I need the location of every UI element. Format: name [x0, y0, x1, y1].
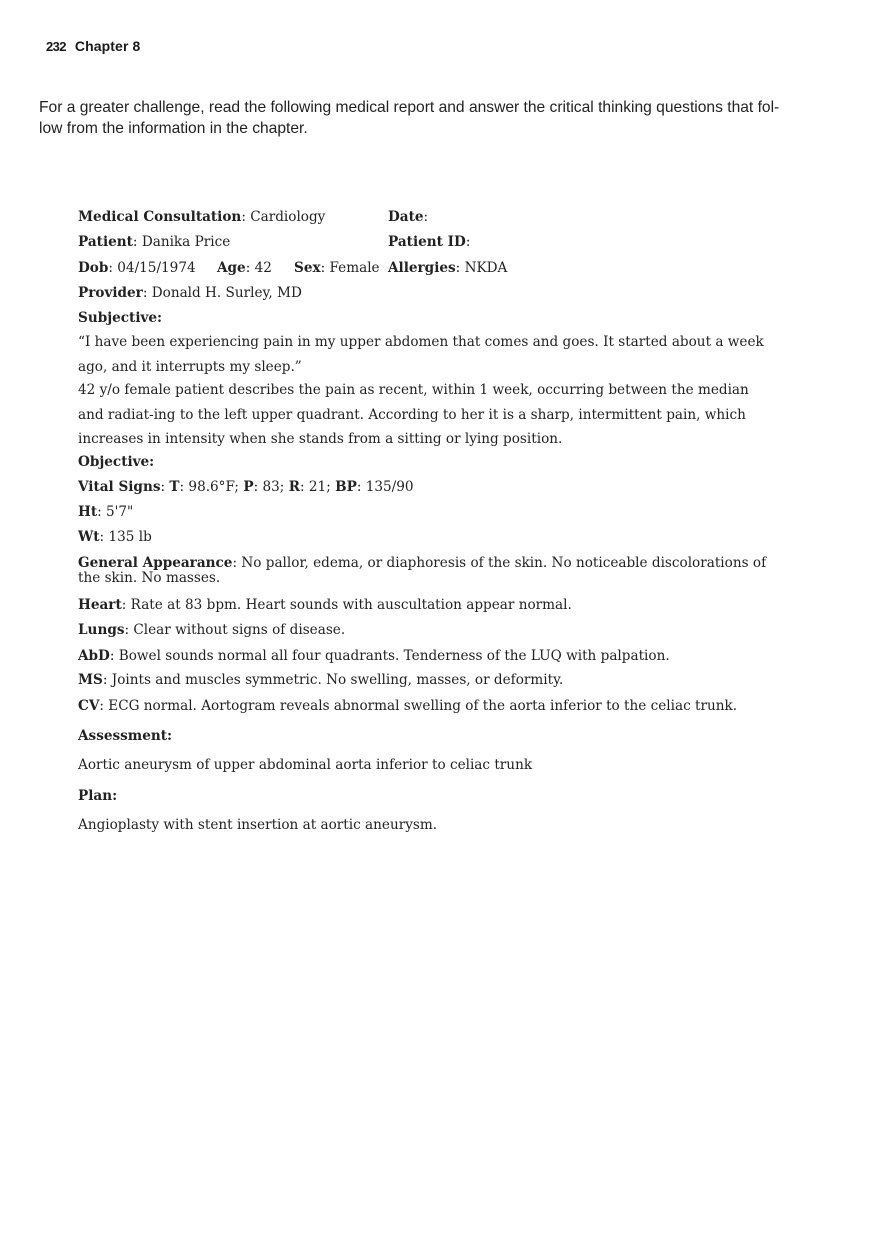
cv-value: : ECG normal. Aortogram reveals abnormal swelling of the aorta inferior to the celiac trunk. [99, 698, 738, 714]
abd-line [78, 648, 670, 664]
provider-label: Provider [78, 285, 143, 301]
sex-label: Sex [294, 260, 321, 276]
assessment-heading-text: Assessment: [78, 728, 173, 744]
lungs-value: : Clear without signs of disease. [124, 622, 346, 638]
intro-line: low from the information in the chapter. [39, 120, 308, 137]
ms-label: MS [78, 672, 103, 688]
dob-line [78, 260, 196, 276]
plan-text: Angioplasty with stent insertion at aortic aneurysm. [78, 817, 438, 833]
heart-value: : Rate at 83 bpm. Heart sounds with auscultation appear normal. [121, 597, 572, 613]
vitals-r-label: R [288, 479, 300, 495]
weight-label: Wt [78, 529, 100, 545]
ms-value: : Joints and muscles symmetric. No swelling, masses, or deformity. [102, 672, 564, 688]
vitals-t-value: : 98.6°F; [179, 479, 244, 495]
date-value: : [423, 209, 429, 225]
lungs-label: Lungs [78, 622, 125, 638]
intro-line: For a greater challenge, read the following medical report and answer the critical thinking questions that fol- [39, 99, 780, 116]
date-line [388, 209, 428, 225]
date-label: Date [388, 209, 424, 225]
subjective-heading [78, 310, 162, 326]
vitals-label: Vital Signs [78, 479, 161, 495]
plan-heading-text: Plan: [78, 788, 118, 804]
allergies-line [388, 260, 507, 276]
height-value: : 5'7" [97, 504, 134, 520]
vitals-bp-label: BP [335, 479, 357, 495]
general-appearance-value: : No pallor, edema, or diaphoresis of the skin. No noticeable discolorations of the skin. No masses. [78, 555, 767, 586]
weight-line [78, 529, 152, 545]
vitals-r-value: : 21; [300, 479, 336, 495]
ms-line [78, 672, 563, 688]
consultation-line [78, 209, 325, 225]
assessment-heading [78, 728, 172, 744]
height-label: Ht [78, 504, 98, 520]
patient-id-line [388, 234, 470, 250]
age-label: Age [217, 260, 246, 276]
general-appearance-label: General Appearance [78, 555, 233, 571]
objective-heading [78, 454, 154, 470]
abd-value: : Bowel sounds normal all four quadrants. Tenderness of the LUQ with palpation. [109, 648, 670, 664]
sex-line [294, 260, 380, 276]
lungs-line [78, 622, 345, 638]
objective-heading-text: Objective: [78, 454, 155, 470]
height-line [78, 504, 133, 520]
allergies-value: : NKDA [455, 260, 508, 276]
page-number: 232 [46, 39, 66, 54]
age-line [217, 260, 272, 276]
patient-id-label: Patient ID [388, 234, 466, 250]
general-appearance-line [78, 556, 768, 586]
age-value: : 42 [245, 260, 272, 276]
subjective-quote: “I have been experiencing pain in my upper abdomen that comes and goes. It started about a week ago, and it interrupts my sleep.” [78, 334, 764, 375]
cv-label: CV [78, 698, 100, 714]
provider-value: : Donald H. Surley, MD [142, 285, 302, 301]
consultation-label: Medical Consultation [78, 209, 242, 225]
vitals-p-label: P [243, 479, 254, 495]
heart-label: Heart [78, 597, 122, 613]
chapter-title: Chapter 8 [74, 38, 141, 54]
consultation-value: : Cardiology [241, 209, 326, 225]
assessment-text: Aortic aneurysm of upper abdominal aorta inferior to celiac trunk [78, 757, 533, 773]
page-header [46, 38, 140, 54]
vitals-p-value: : 83; [253, 479, 289, 495]
abd-label: AbD [78, 648, 110, 664]
intro-paragraph [39, 97, 809, 139]
patient-id-value: : [465, 234, 471, 250]
patient-label: Patient [78, 234, 133, 250]
patient-value: : Danika Price [132, 234, 231, 250]
plan-heading [78, 788, 117, 804]
subjective-description: 42 y/o female patient describes the pain as recent, within 1 week, occurring between the median and radiat-ing to the left upper quadrant. According to her it is a sharp, intermittent pain, which increases in intensity when she stands from a sitting or lying position. [78, 382, 749, 447]
provider-line [78, 285, 302, 301]
patient-line [78, 234, 230, 250]
vitals-bp-value: : 135/90 [356, 479, 414, 495]
vital-signs-line: Vital Signs: T: 98.6°F; P: 83; R: 21; BP: 135/90 [78, 479, 414, 495]
allergies-label: Allergies [388, 260, 456, 276]
dob-label: Dob [78, 260, 109, 276]
subjective-heading-text: Subjective: [78, 310, 163, 326]
sex-value: : Female [320, 260, 380, 276]
dob-value: : 04/15/1974 [108, 260, 196, 276]
heart-line [78, 597, 572, 613]
weight-value: : 135 lb [99, 529, 152, 545]
cv-line [78, 698, 737, 714]
vitals-t-label: T [169, 479, 180, 495]
